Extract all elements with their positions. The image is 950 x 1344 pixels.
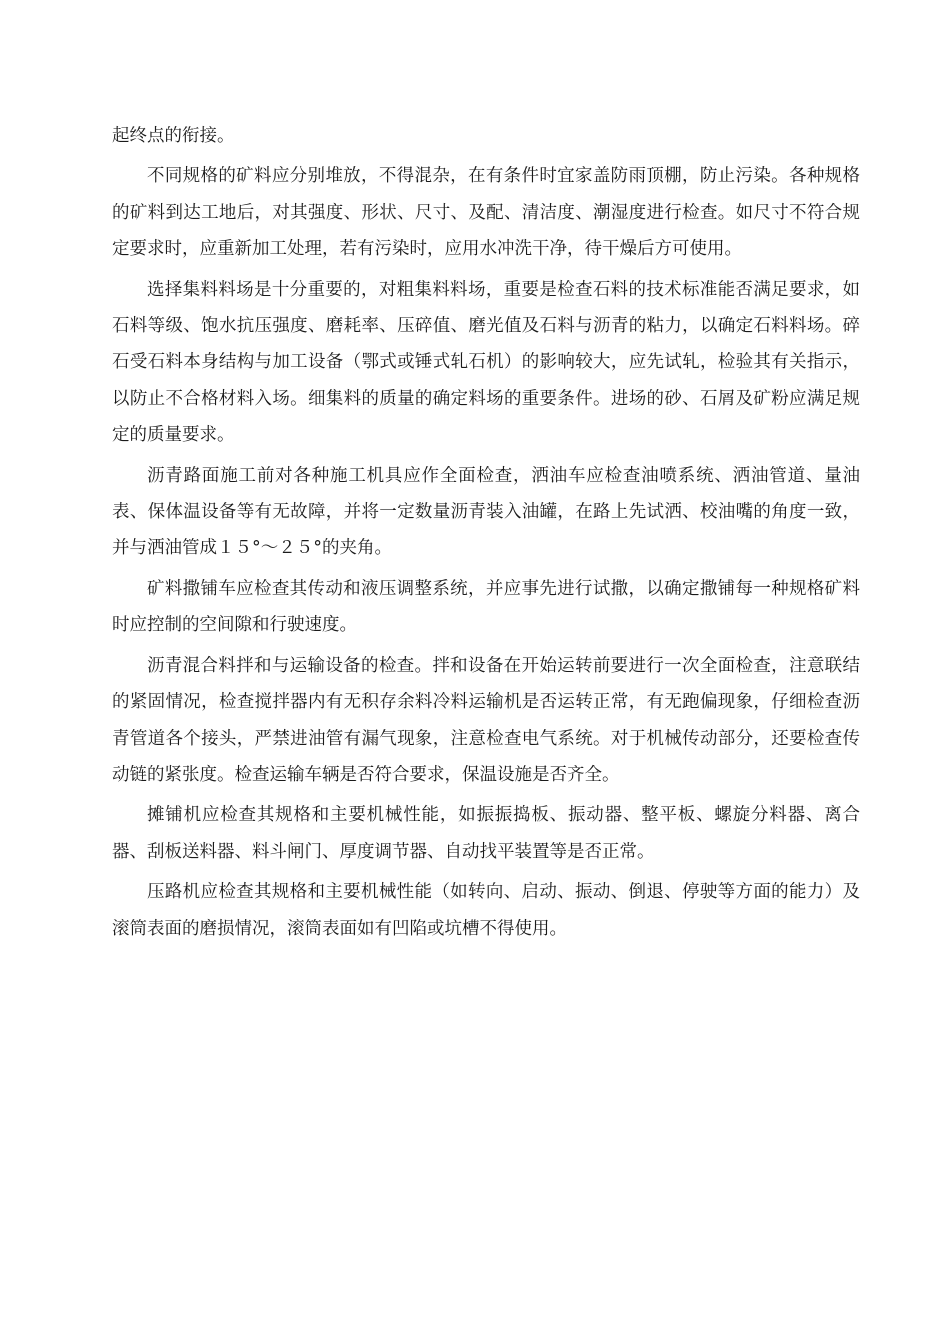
- paragraph-mixing-transport: 沥青混合料拌和与运输设备的检查。拌和设备在开始运转前要进行一次全面检查，注意联结的紧固情况，检查搅拌器内有无积存余料冷料运输机是否运转正常，有无跑偏现象，仔细检查沥青管道各个接头，严禁进油管有漏气现象，注意检查电气系统。对于机械传动部分，还要检查传动链的紧张度。检查运输车辆是否符合要求，保温设施是否齐全。: [112, 655, 860, 785]
- paragraph-spreader-truck: 矿料撒铺车应检查其传动和液压调整系统，并应事先进行试撒，以确定撒铺每一种规格矿料时应控制的空间隙和行驶速度。: [112, 578, 860, 636]
- document-body: [112, 118, 860, 951]
- paragraph-quarry-selection: 选择集料料场是十分重要的，对粗集料料场，重要是检查石料的技术标准能否满足要求，如石料等级、饱水抗压强度、磨耗率、压碎值、磨光值及石料与沥青的粘力，以确定石料料场。碎石受石料本身结构与加工设备（鄂式或锤式轧石机）的影响较大，应先试轧，检验其有关指示，以防止不合格材料入场。细集料的质量的确定料场的重要条件。进场的砂、石屑及矿粉应满足规定的质量要求。: [112, 279, 860, 446]
- paragraph-continuation: 起终点的衔接。: [112, 126, 235, 146]
- paragraph-roller: 压路机应检查其规格和主要机械性能（如转向、启动、振动、倒退、停驶等方面的能力）及滚筒表面的磨损情况，滚筒表面如有凹陷或坑槽不得使用。: [112, 882, 860, 939]
- paragraph-paver: 摊铺机应检查其规格和主要机械性能，如振振捣板、振动器、整平板、螺旋分料器、离合器、刮板送料器、料斗闸门、厚度调节器、自动找平装置等是否正常。: [112, 805, 860, 862]
- paragraph-equipment-inspection: 沥青路面施工前对各种施工机具应作全面检查，洒油车应检查油喷系统、洒油管道、量油表、保体温设备等有无故障，并将一定数量沥青装入油罐，在路上先试洒、校油嘴的角度一致，并与洒油管成１５°～２５°的夹角。: [112, 465, 860, 559]
- paragraph-aggregate-storage: 不同规格的矿料应分别堆放，不得混杂，在有条件时宜家盖防雨顶棚，防止污染。各种规格的矿料到达工地后，对其强度、形状、尺寸、及配、清洁度、潮湿度进行检查。如尺寸不符合规定要求时，应重新加工处理，若有污染时，应用水冲洗干净，待干燥后方可使用。: [112, 166, 860, 260]
